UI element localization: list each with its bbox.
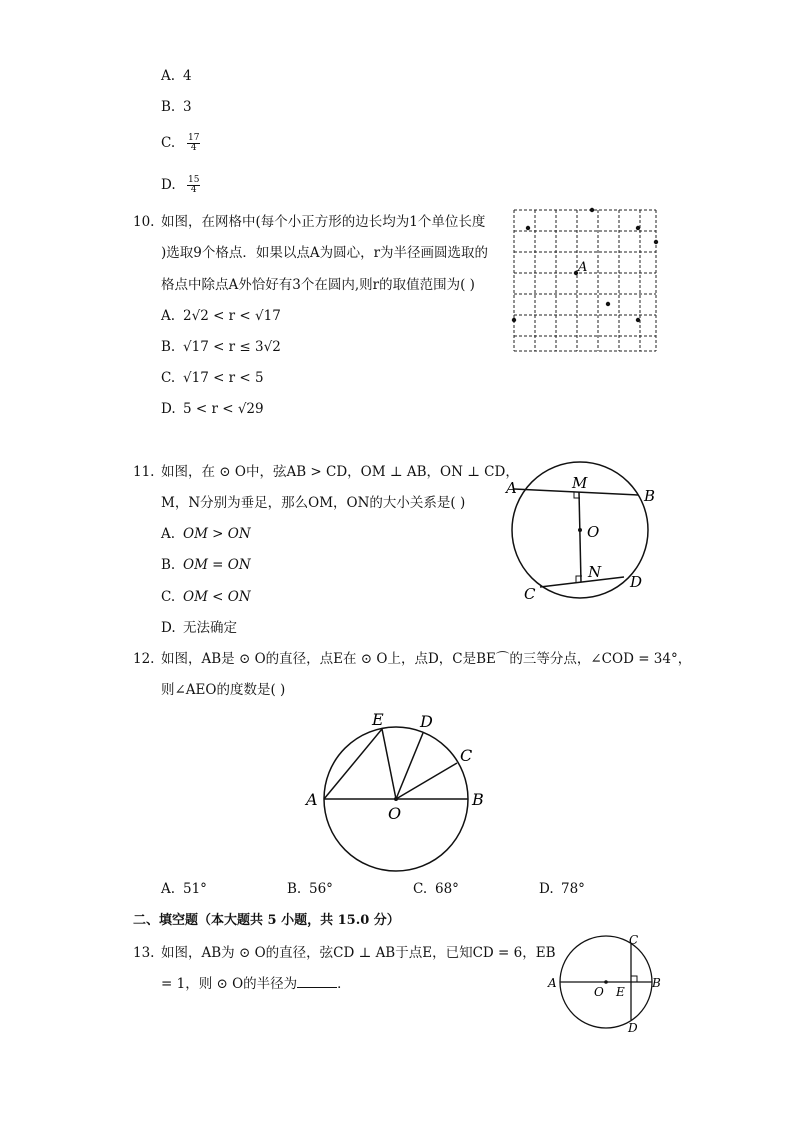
chord-cd [540, 577, 624, 587]
segment-oe [382, 729, 396, 799]
q13-stem-line-2-text: = 1，则 ⊙ O的半径为 [161, 976, 298, 992]
q10-stem-line-1: 如图，在网格中(每个小正方形的边长均为1个单位长度 [161, 214, 486, 230]
q9-option-b[interactable] [161, 98, 192, 116]
q12-option-a[interactable] [161, 880, 207, 898]
q12-label-d: D [420, 712, 433, 731]
q10-option-a-text: 2√2 < r < √17 [183, 308, 281, 324]
q12-stem-line-2: 则∠AEO的度数是( ) [161, 682, 286, 698]
q10-option-d[interactable] [161, 400, 264, 418]
q12-option-a-text: 51° [183, 881, 207, 897]
q13-label-o: O [594, 985, 604, 999]
q11-option-c[interactable] [161, 588, 251, 606]
q12-label-o: O [388, 804, 402, 823]
q10-grid-figure [510, 205, 660, 355]
q11-option-d-text: 无法确定 [183, 620, 237, 636]
q11-option-b-text: OM = ON [183, 557, 251, 573]
answer-blank[interactable] [297, 975, 337, 988]
q11-option-c-letter: C. [161, 589, 176, 605]
q12-label-e: E [372, 710, 384, 729]
q9-option-d-fraction [187, 176, 200, 195]
grid-lines [514, 210, 656, 351]
q13-label-c: C [629, 933, 639, 947]
q12-label-b: B [472, 790, 484, 809]
center-o [394, 797, 398, 801]
q11-option-b[interactable] [161, 556, 251, 574]
segment-od [396, 733, 423, 799]
q13-number: 13. [133, 945, 155, 961]
q10-option-c-text: √17 < r < 5 [183, 370, 264, 386]
q10-option-c-letter: C. [161, 370, 176, 386]
q9-option-c-fraction [187, 134, 200, 153]
q11-label-c: C [524, 585, 536, 603]
q9-option-c-letter: C. [161, 135, 176, 151]
q9-option-d[interactable] [161, 172, 200, 198]
q13-label-a: A [548, 976, 557, 990]
q10-option-a-letter: A. [161, 308, 176, 324]
q10-option-a[interactable] [161, 307, 281, 325]
q10-option-b-text: √17 < r ≤ 3√2 [183, 339, 281, 355]
q12-number: 12. [133, 651, 155, 667]
segment-mn [579, 492, 581, 582]
q10-option-d-letter: D. [161, 401, 176, 417]
q11-label-m: M [572, 474, 588, 492]
q12-option-d-text: 78° [561, 881, 585, 897]
q10-stem-line-2: )选取9个格点．如果以点A为圆心，r为半径画圆选取的 [161, 245, 489, 261]
q12-option-d[interactable] [539, 880, 585, 898]
q13-stem-line-2 [161, 975, 351, 993]
q11-circle-figure [500, 455, 660, 605]
q9-option-d-letter: D. [161, 177, 176, 193]
q12-stem-line-1: 如图，AB是 ⊙ O的直径，点E在 ⊙ O上，点D，C是BE⌒的三等分点，∠COD = 34°， [161, 651, 692, 667]
q11-label-d: D [630, 573, 643, 591]
q11-label-o: O [587, 523, 600, 541]
fraction-numerator: 17 [188, 133, 200, 143]
fraction-numerator: 15 [188, 175, 200, 185]
q13-circle-figure [540, 930, 670, 1036]
q9-option-a-text: 4 [183, 68, 192, 84]
q11-number: 11. [133, 464, 155, 480]
center-o [604, 980, 608, 984]
center-o [578, 528, 582, 532]
q13-stem-line-2-end: ． [337, 976, 351, 992]
q9-option-a[interactable] [161, 67, 192, 85]
q10-option-c[interactable] [161, 369, 264, 387]
q10-option-b-letter: B. [161, 339, 176, 355]
q12-option-b[interactable] [287, 880, 333, 898]
q11-label-a: A [506, 479, 517, 497]
q13-stem-line-1: 如图，AB为 ⊙ O的直径，弦CD ⊥ AB于点E，已知CD = 6，EB [161, 945, 556, 961]
q9-option-b-text: 3 [183, 99, 192, 115]
q12-circle-figure [300, 705, 500, 875]
q11-stem-line-2: M，N分别为垂足，那么OM，ON的大小关系是( ) [161, 495, 466, 511]
q13-label-d: D [628, 1021, 638, 1035]
fraction-denominator: 4 [190, 143, 197, 153]
q12-option-d-letter: D. [539, 881, 554, 897]
segment-oc [396, 763, 457, 799]
q9-option-a-letter: A. [161, 68, 176, 84]
q13-label-b: B [652, 976, 661, 990]
q11-option-a-text: OM > ON [183, 526, 251, 542]
q12-label-c: C [460, 746, 473, 765]
q12-option-b-text: 56° [309, 881, 333, 897]
section-2-title: 二、填空题（本大题共 5 小题，共 15.0 分） [133, 913, 400, 928]
q12-option-a-letter: A. [161, 881, 176, 897]
q9-option-b-letter: B. [161, 99, 176, 115]
q12-label-a: A [306, 790, 318, 809]
q11-label-b: B [644, 487, 656, 505]
q11-option-c-text: OM < ON [183, 589, 251, 605]
q11-option-a[interactable] [161, 525, 251, 543]
q10-label-a: A [578, 260, 588, 275]
q11-option-a-letter: A. [161, 526, 176, 542]
q12-option-c-letter: C. [413, 881, 428, 897]
q11-option-d-letter: D. [161, 620, 176, 636]
q10-option-d-text: 5 < r < √29 [183, 401, 264, 417]
q11-option-d[interactable] [161, 619, 237, 637]
q10-stem-line-3: 格点中除点A外恰好有3个在圆内,则r的取值范围为( ) [161, 277, 475, 293]
q12-option-c-text: 68° [435, 881, 459, 897]
q10-option-b[interactable] [161, 338, 281, 356]
q10-number: 10. [133, 214, 155, 230]
q11-stem-line-1: 如图，在 ⊙ O中，弦AB > CD，OM ⊥ AB，ON ⊥ CD， [161, 464, 519, 480]
right-angle-e [631, 976, 637, 982]
q13-label-e: E [616, 985, 625, 999]
q11-option-b-letter: B. [161, 557, 176, 573]
q12-option-c[interactable] [413, 880, 459, 898]
q12-option-b-letter: B. [287, 881, 302, 897]
q11-label-n: N [588, 563, 602, 581]
fraction-denominator: 4 [190, 185, 197, 195]
q9-option-c[interactable] [161, 130, 200, 156]
